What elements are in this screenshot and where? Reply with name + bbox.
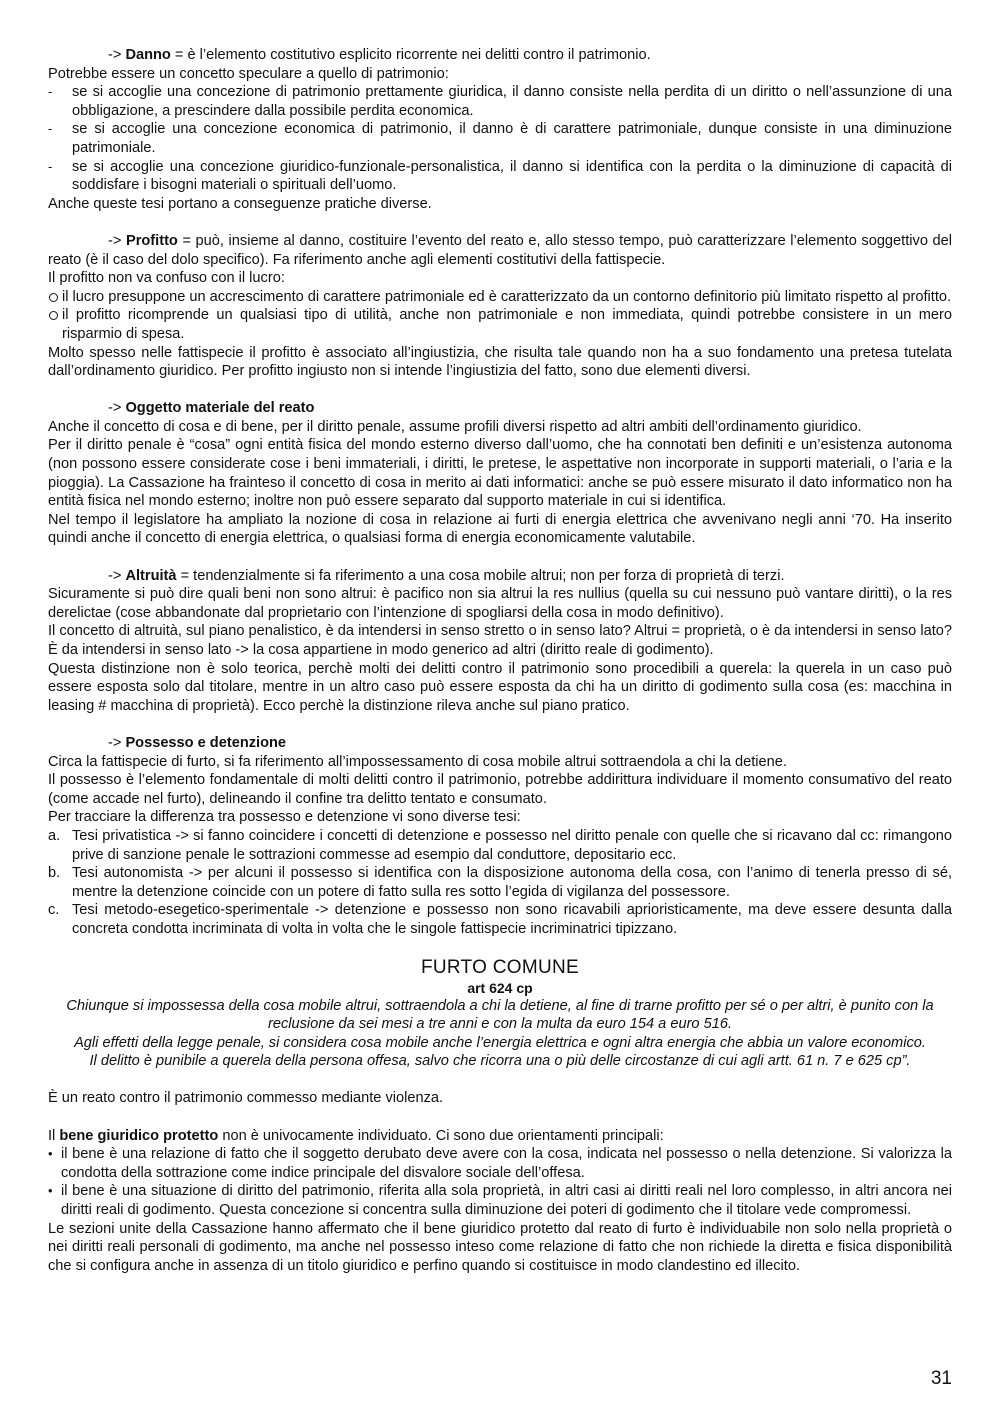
paragraph: Per tracciare la differenza tra possesso e detenzione vi sono diverse tesi: (48, 809, 521, 826)
list-item-text: il bene è una situazione di diritto del patrimonio, riferita alla sola proprietà, in altri casi ai diritti reali nel loro complesso, in altri ancora nei diritti reali di godimento. Questa concezione si concentra sulla diminuzione dei poteri di godimento che il titolare vede compromessi. (61, 1183, 952, 1219)
bullet-marker: • (48, 1183, 53, 1199)
list-item-text: se si accoglie una concezione giuridico-funzionale-personalistica, il danno si identifica con la perdita o la diminuzione di capacità di soddisfare i bisogni materiali o spirituali dell’uomo. (72, 158, 952, 194)
list-item-text: se si accoglie una concezione di patrimonio prettamente giuridica, il danno consiste nella perdita di un diritto o nell’assunzione di una obbligazione, a prescindere dalla possibile perdita economica. (72, 84, 952, 119)
list-item (48, 158, 952, 195)
list-item-text: il lucro presuppone un accrescimento di carattere patrimoniale ed è caratterizzato da un contorno definitorio più limitato rispetto al profitto. (62, 288, 952, 305)
list-item (48, 120, 952, 157)
arrow: -> (108, 232, 126, 249)
dash-marker: - (48, 84, 53, 100)
dash-marker: - (48, 158, 53, 174)
danno-definition: = è l’elemento costitutivo esplicito ricorrente nei delitti contro il patrimonio. (170, 47, 651, 63)
altruita-definition: = tendenzialmente si fa riferimento a una cosa mobile altrui; non per forza di proprietà di terzi. (176, 567, 785, 584)
list-item (48, 1182, 952, 1219)
term-profitto: Profitto (125, 232, 178, 249)
arrow: -> (108, 400, 126, 417)
profitto-heading (48, 232, 952, 269)
list-item (48, 83, 952, 120)
bene-list (48, 1145, 952, 1219)
bene-heading (48, 1127, 952, 1146)
paragraph: Circa la fattispecie di furto, si fa riferimento all’impossessamento di cosa mobile altrui sottraendola a chi la detiene. (48, 753, 787, 770)
list-item (48, 864, 952, 901)
list-item-text: Tesi privatistica -> si fanno coincidere i concetti di detenzione e possesso nel diritto penale con quelle che si ricavano dal cc: rimangono prive di sanzione penale le sottrazioni commesse ad esempio dal conduttore, depositario ecc. (72, 827, 952, 863)
term-possesso: Possesso e detenzione (125, 734, 287, 751)
danno-intro: Potrebbe essere un concetto speculare a quello di patrimonio: (48, 65, 449, 82)
paragraph: Sicuramente si può dire quali beni non sono altrui: è pacifico non sia altrui la res nullius (quella su cui nessuno può vantare diritti), o la res derelictae (cose abbandonate dal proprietario con l’intenzione di spogliarsi della cosa in modo definitivo). (48, 586, 952, 621)
list-item (48, 827, 952, 864)
danno-heading (48, 46, 952, 65)
list-item (48, 306, 952, 343)
profitto-definition: = può, insieme al danno, costituire l’evento del reato e, allo stesso tempo, può caratterizzare l’elemento soggettivo del reato (è il caso del dolo specifico). Fa riferimento anche agli elementi costitutivi della fattispecie. (48, 232, 952, 268)
circle-bullet-icon (48, 288, 68, 308)
paragraph: Per il diritto penale è “cosa” ogni entità fisica del mondo esterno diverso dall’uomo, che ha connotati ben definiti e un’esistenza autonoma (non possono essere considerate cose i beni immateriali, i diritti, le pretese, le aspettative non incorporate in supporti materiali, o l’aria e la pioggia). La Cassazione ha frainteso il concetto di cosa in merito ai dati informatici: anche se può essere misurato il dato informatico non ha entità fisica nel mondo esterno; inoltre non può essere separato dal supporto materiale in cui si identifica. (48, 437, 952, 510)
arrow: -> (108, 734, 126, 751)
term-altruita: Altruità (125, 567, 177, 584)
list-item (48, 288, 952, 307)
quote-line: Chiunque si impossessa della cosa mobile altrui, sottraendola a chi la detiene, al fine di trarne profitto per sé o per altri, è punito con la reclusione da sei mesi a tre anni e con la multa da euro 154 a euro 516. (66, 997, 934, 1033)
list-item-text: Tesi autonomista -> per alcuni il possesso si identifica con la disposizione autonoma della cosa, con l’animo di tenerla presso di sé, mentre la detenzione coincide con un potere di fatto sulla res sotto l’egida di vigilanza del possessore. (72, 865, 952, 900)
article-reference: art 624 cp (467, 979, 533, 996)
article-quote (48, 997, 952, 1071)
danno-list (48, 83, 952, 195)
list-item-text: Tesi metodo-esegetico-sperimentale -> detenzione e possesso non sono ricavabili aprioristicamente, ma deve essere desunta dalla concreta condotta incriminata di volta in volta che le singole fattispecie incriminatrici tipizzano. (72, 902, 952, 937)
term-bene-giuridico: bene giuridico protetto (59, 1127, 219, 1144)
arrow: -> (108, 567, 126, 584)
list-item-text: se si accoglie una concezione economica di patrimonio, il danno è di carattere patrimoniale, dunque consiste in una diminuzione patrimoniale. (72, 121, 952, 156)
altruita-heading (48, 567, 952, 586)
quote-line: Agli effetti della legge penale, si considera cosa mobile anche l’energia elettrica e ogni altra energia che abbia un valore economico. (74, 1034, 926, 1051)
paragraph: Nel tempo il legislatore ha ampliato la nozione di cosa in relazione ai furti di energia elettrica che avvenivano negli anni ‘70. Ha inserito quindi anche il concetto di energia elettrica, o qualsiasi forma di energia economicamente valutabile. (48, 511, 952, 547)
paragraph: Anche il concetto di cosa e di bene, per il diritto penale, assume profili diversi rispetto ad altri ambiti dell’ordinamento giuridico. (48, 418, 862, 435)
term-danno: Danno (125, 47, 171, 63)
profitto-intro: Il profitto non va confuso con il lucro: (48, 270, 285, 287)
list-marker: b. (48, 865, 61, 882)
list-item-text: il profitto ricomprende un qualsiasi tipo di utilità, anche non patrimoniale e non immediata, quindi potrebbe consistere in un mero risparmio di spesa. (62, 307, 952, 342)
paragraph: È un reato contro il patrimonio commesso mediante violenza. (48, 1090, 444, 1107)
quote-line: Il delitto è punibile a querela della persona offesa, salvo che ricorra una o più delle circostanze di cui agli artt. 61 n. 7 e 625 cp”. (89, 1053, 911, 1070)
page-number: 31 (930, 1368, 952, 1389)
tesi-list (48, 827, 952, 939)
list-item (48, 1145, 952, 1182)
list-marker: c. (48, 902, 60, 919)
section-title: FURTO COMUNE (420, 956, 580, 978)
list-item (48, 901, 952, 938)
list-item-text: il bene è una relazione di fatto che il soggetto derubato deve avere con la cosa, indicata nel possesso o nella detenzione. Si valorizza la condotta della sottrazione come indice principale del disvalore sociale dell’offesa. (61, 1146, 952, 1181)
text: non è univocamente individuato. Ci sono due orientamenti principali: (218, 1127, 664, 1144)
oggetto-heading (48, 399, 952, 418)
text: Il (48, 1127, 60, 1144)
paragraph: Questa distinzione non è solo teorica, perchè molti dei delitti contro il patrimonio sono procedibili a querela: la querela in un caso può essere esposta solo dal titolare, mentre in un altro caso può essere esposta da chi ha un diritto di godimento sulla cosa (es: macchina in leasing # macchina di proprietà). Ecco perchè la distinzione rileva anche sul piano pratico. (48, 660, 952, 714)
list-marker: a. (48, 827, 61, 844)
paragraph: Il concetto di altruità, sul piano penalistico, è da intendersi in senso stretto o in senso lato? Altrui = proprietà, o è da intendersi in senso lato? È da intendersi in senso lato -> la cosa appartiene in modo generico ad altri (diritto reale di godimento). (48, 623, 952, 658)
profitto-list (48, 288, 952, 344)
paragraph: Le sezioni unite della Cassazione hanno affermato che il bene giuridico protetto dal reato di furto è individuabile non solo nella proprietà o nei diritti reali personali di godimento, ma anche nel possesso inteso come relazione di fatto che non richiede la diretta e fisica disponibilità che si configura anche in assenza di un titolo giuridico e perfino quando si costituisce in modo clandestino ed illecito. (48, 1220, 952, 1274)
circle-bullet-icon (48, 306, 68, 326)
possesso-heading (48, 734, 952, 753)
danno-outro: Anche queste tesi portano a conseguenze pratiche diverse. (48, 195, 432, 212)
profitto-outro: Molto spesso nelle fattispecie il profitto è associato all’ingiustizia, che risulta tale quando non ha a suo fondamento una pretesa tutelata dall’ordinamento giuridico. Per profitto ingiusto non si intende l’ingiustizia del fatto, sono due elementi diversi. (48, 344, 952, 380)
arrow: -> (108, 47, 126, 63)
paragraph: Il possesso è l’elemento fondamentale di molti delitti contro il patrimonio, potrebbe addirittura individuare il momento consumativo del reato (come accade nel furto), delineando il confine tra delitto tentato e consumato. (48, 772, 952, 807)
bullet-marker: • (48, 1146, 53, 1162)
term-oggetto: Oggetto materiale del reato (125, 400, 315, 417)
dash-marker: - (48, 121, 53, 137)
